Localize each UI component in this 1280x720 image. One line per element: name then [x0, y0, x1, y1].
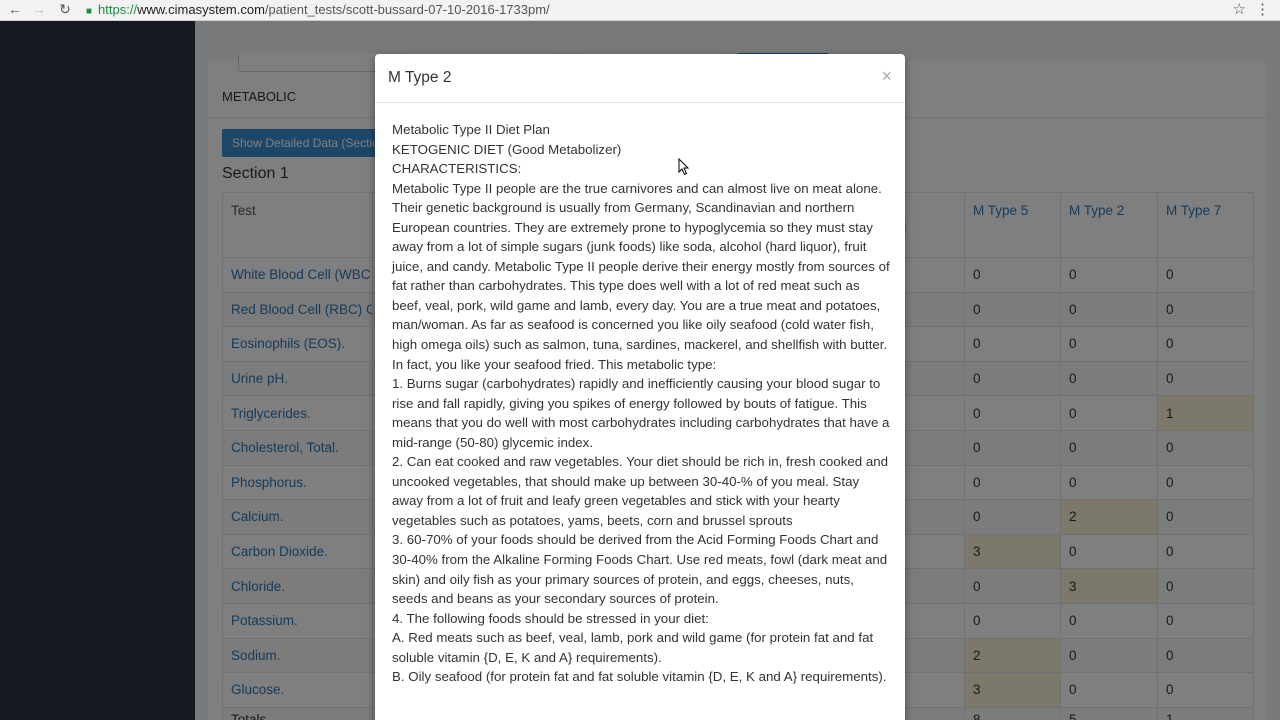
modal-text-line: 2. Can eat cooked and raw vegetables. Your diet should be rich in, fresh cooked and uncooked vegetables, that should make up between 30-40-% of you meal. Stay away from a lot of fruit and leafy green vegetables and stick with your hearty vegetables such as potatoes, yams, beets, corn and brussel sprouts	[392, 454, 889, 528]
bookmark-star-icon[interactable]: ☆	[1232, 1, 1246, 18]
modal-title: M Type 2	[388, 69, 452, 86]
lock-icon: ■	[86, 6, 93, 17]
mouse-cursor-icon	[678, 158, 690, 176]
browser-toolbar	[0, 0, 1280, 21]
browser-menu-icon[interactable]: ⋮	[1255, 1, 1270, 18]
back-arrow-icon[interactable]: ←	[8, 1, 22, 17]
m-type-modal	[375, 54, 905, 720]
close-icon[interactable]: ×	[881, 66, 892, 86]
modal-text-line: Metabolic Type II people are the true carnivores and can almost live on meat alone. Their genetic background is usually from Germany, Scandinavian and northern European countries. They are extremely prone to hypoglycemia so they must stay away from a lot of simple sugars (junk foods) like soda, alcohol (hard liquor), fruit juice, and candy. Metabolic Type II people derive their energy mostly from sources of fat rather than carbohydrates. This type does well with a lot of red meat such as beef, veal, pork, wild game and lamb, every day. You are a true meat and potatoes, man/woman. As far as seafood is concerned you like oily seafood (cold water fish, high omega oils) such as salmon, tuna, sardines, mackerel, and shellfish with butter. In fact, you like your seafood fried. This metabolic type:	[392, 180, 890, 372]
modal-text-line: Metabolic Type II Diet Plan	[392, 122, 550, 137]
forward-arrow-icon[interactable]: →	[32, 1, 46, 17]
reload-icon[interactable]: ↻	[59, 1, 71, 17]
modal-header	[375, 54, 905, 103]
modal-text-line: 1. Burns sugar (carbohydrates) rapidly and inefficiently causing your blood sugar to rise and fall rapidly, giving you spikes of energy followed by bouts of fatigue. This means that you do well with most carbohydrates including carbohydrates that have a mid-range (50-80) glycemic index.	[392, 376, 890, 450]
modal-body	[392, 120, 892, 687]
modal-text-line: 4. The following foods should be stressed in your diet:	[392, 610, 709, 626]
modal-text-line: A. Red meats such as beef, veal, lamb, pork and wild game (for protein fat and fat soluble vitamin {D, E, K and A} requirements).	[392, 630, 874, 665]
modal-text-line: CHARACTERISTICS:	[392, 161, 522, 177]
modal-text-line: KETOGENIC DIET (Good Metabolizer)	[392, 141, 622, 157]
modal-text-line: 3. 60-70% of your foods should be derived from the Acid Forming Foods Chart and 30-40% from the Alkaline Forming Foods Chart. Use red meats, fowl (dark meat and skin) and oily fish as your primary sources of protein, and eggs, cheeses, nuts, seeds and beans as your secondary sources of protein.	[392, 532, 888, 607]
modal-text-line: B. Oily seafood (for protein fat and fat soluble vitamin {D, E, K and A} requirements).	[392, 669, 887, 685]
address-bar[interactable]: ■ https://www.cimasystem.com/patient_tests/scott-bussard-07-10-2016-1733pm/	[86, 2, 550, 17]
